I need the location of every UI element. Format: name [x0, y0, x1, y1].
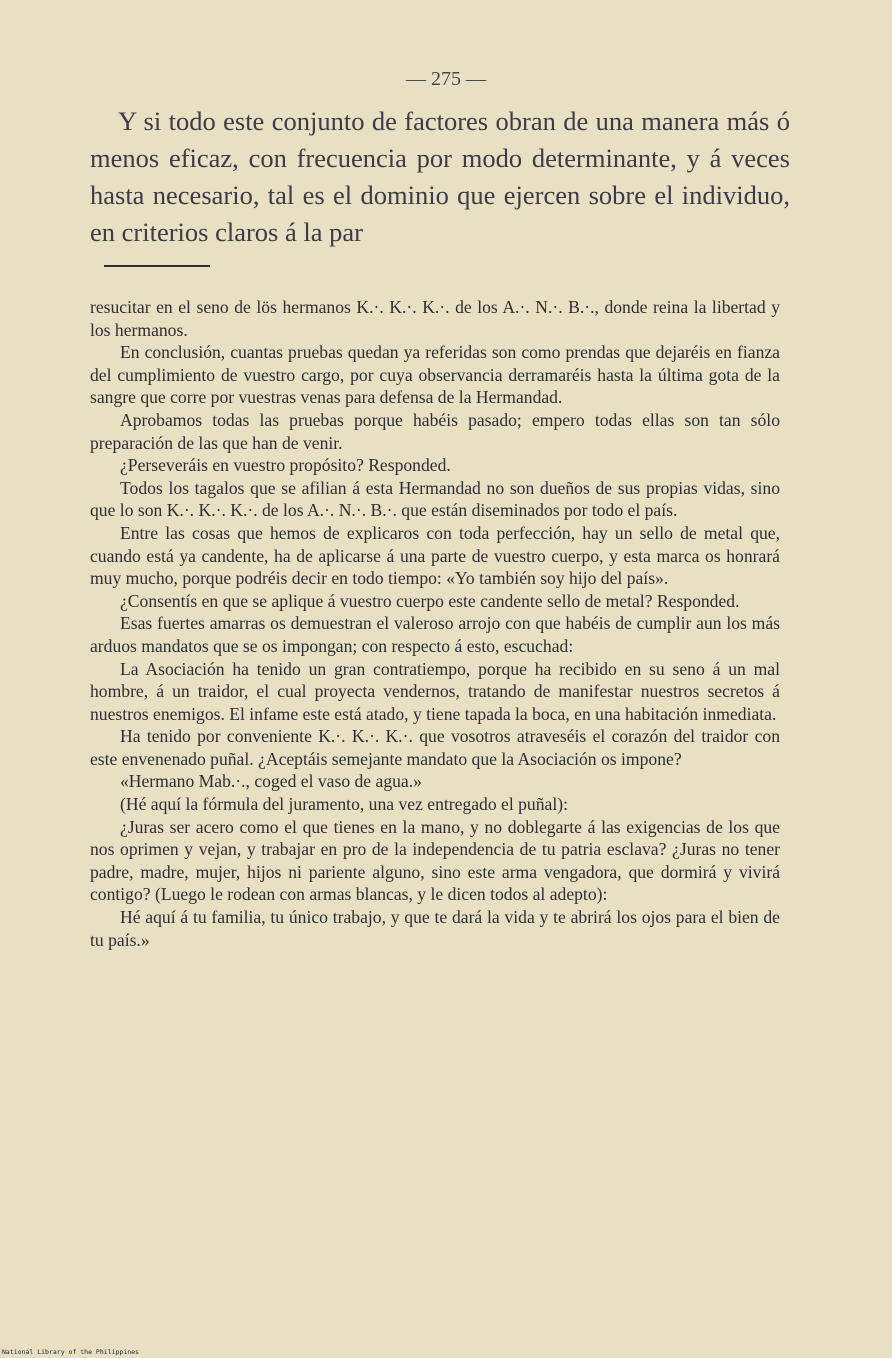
footnote-paragraph: En conclusión, cuantas pruebas quedan ya referidas son como prendas que dejaréis en fianza del cumplimiento de vuestro cargo, por cuya observancia derramaréis hasta la última gota de la sangre que corre por vuestras venas para defensa de la Hermandad.: [90, 342, 780, 408]
footnote-paragraph: Entre las cosas que hemos de explicaros con toda perfección, hay un sello de metal que, cuando está ya candente, ha de aplicarse á una parte de vuestro cuerpo, y esta marca os honrará muy mucho, porque podréis decir en todo tiempo: «Yo también soy hijo del país».: [90, 522, 780, 589]
footnote-paragraph: Esas fuertes amarras os demuestran el valeroso arrojo con que habéis de cumplir aun los más arduos mandatos que se os impongan; con respecto á esto, escuchad:: [90, 613, 780, 656]
footnote-block: [90, 296, 780, 951]
footnote-paragraph: ¿Perseveráis en vuestro propósito? Responded.: [120, 455, 451, 476]
footnote-paragraph: Todos los tagalos que se afilian á esta Hermandad no son dueños de sus propias vidas, sino que lo son K.·. K.·. K.·. de los A.·. N.·. B.·. que están diseminados por todo el país.: [90, 477, 780, 521]
footnote-paragraph: resucitar en el seno de lös hermanos K.·. K.·. K.·. de los A.·. N.·. B.·., donde reina la libertad y los hermanos.: [90, 297, 780, 340]
footnote-paragraph: Ha tenido por conveniente K.·. K.·. K.·. que vosotros atraveséis el corazón del traidor con este envenenado puñal. ¿Aceptáis semejante mandato que la Asociación os impone?: [90, 726, 780, 769]
page-number: — 275 —: [406, 68, 486, 90]
footnote-paragraph: La Asociación ha tenido un gran contratiempo, porque ha recibido en su seno á un mal hombre, á un traidor, el cual proyecta vendernos, tratando de manifestar nuestros secretos á nuestros enemigos. El infame este está atado, y tiene tapada la boca, en una habitación inmediata.: [90, 658, 780, 724]
library-credit: National Library of the Philippines: [2, 1348, 139, 1356]
footnote-paragraph: ¿Juras ser acero como el que tienes en la mano, y no doblegarte á las exigencias de los que nos oprimen y vejan, y trabajar en pro de la independencia de tu patria esclava? ¿Juras no tener padre, madre, mujer, hijos ni pariente alguno, sino este arma vengadora, que dormirá y vivirá contigo? (Luego le rodean con armas blancas, y le dicen todos al adepto):: [90, 816, 780, 905]
footnote-paragraph: Hé aquí á tu familia, tu único trabajo, y que te dará la vida y te abrirá los ojos para el bien de tu país.»: [90, 907, 780, 950]
footnote-rule: [104, 265, 210, 267]
footnote-paragraph: Aprobamos todas las pruebas porque habéis pasado; empero todas ellas son tan sólo preparación de las que han de venir.: [90, 409, 780, 453]
footnote-paragraph: ¿Consentís en que se aplique á vuestro cuerpo este candente sello de metal? Responded.: [120, 590, 740, 611]
main-paragraph-text: Y si todo este conjunto de factores obran de una manera más ó menos eficaz, con frecuencia por modo determinante, y á veces hasta necesario, tal es el dominio que ejercen sobre el individuo, en criterios claros á la par: [90, 106, 790, 247]
footnote-paragraph: «Hermano Mab.·., coged el vaso de agua.»: [120, 771, 422, 792]
main-paragraph: [90, 103, 790, 251]
footnote-paragraph: (Hé aquí la fórmula del juramento, una vez entregado el puñal):: [120, 794, 568, 815]
